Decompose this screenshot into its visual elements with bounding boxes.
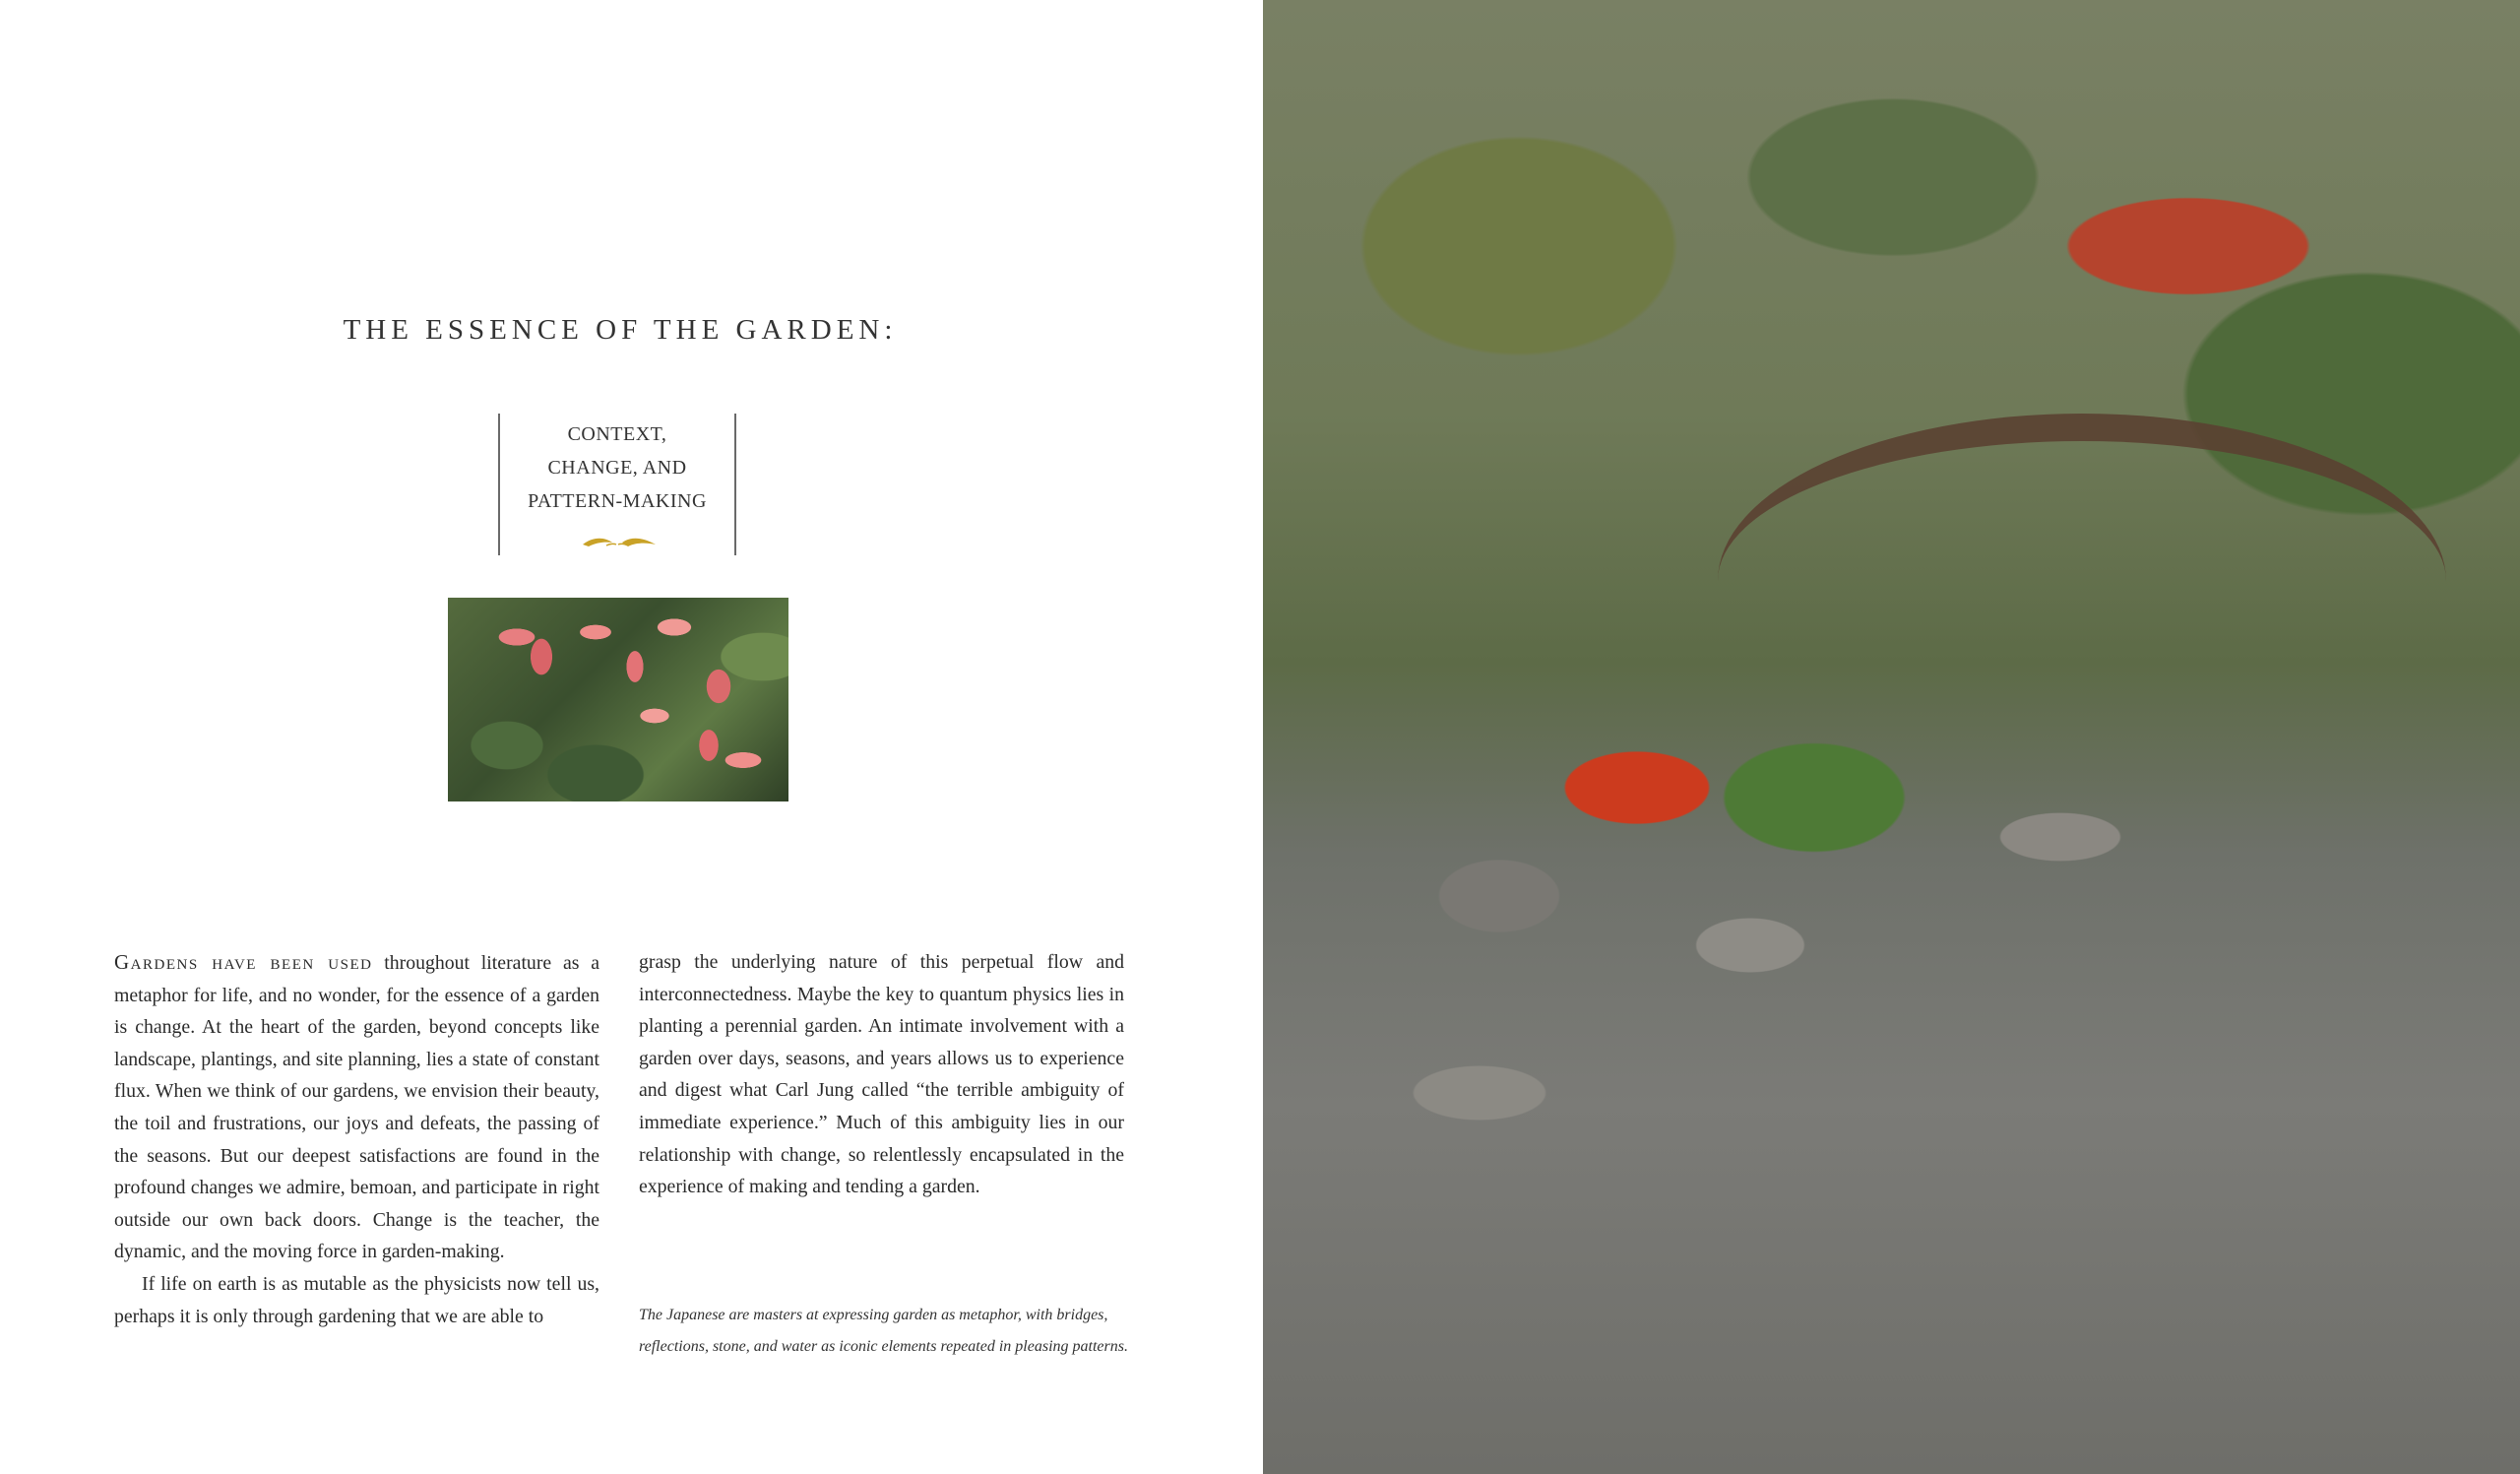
leaf-ornament-icon: [579, 536, 660, 549]
japanese-garden-photo: [1263, 0, 2520, 1474]
lead-in: Gardens have been used: [114, 950, 373, 974]
subtitle-box: [498, 414, 736, 555]
body-column-right: [639, 946, 1124, 1203]
clematis-flower-photo: [448, 598, 788, 801]
paragraph: If life on earth is as mutable as the physicists now tell us, perhaps it is only through gardening that we are able to: [114, 1272, 599, 1327]
subtitle-line: CHANGE, AND: [547, 457, 687, 479]
paragraph-text: throughout literature as a metaphor for life, and no wonder, for the essence of a garden is change. At the heart of the garden, beyond concepts like landscape, plantings, and site planning, lies a state of constant flux. When we think of our gardens, we envision their beauty, the toil and frustrations, our joys and defeats, the passing of the seasons. But our deepest satisfactions are found in the profound changes we admire, bemoan, and participate in right outside our own back doors. Change is the teacher, the dynamic, and the moving force in garden-making.: [114, 952, 599, 1263]
photo-caption: The Japanese are masters at expressing garden as metaphor, with bridges, reflections, stone, and water as iconic elements repeated in pleasing patterns.: [639, 1307, 1128, 1355]
chapter-title: THE ESSENCE OF THE GARDEN:: [343, 314, 898, 347]
paragraph: grasp the underlying nature of this perpetual flow and interconnectedness. Maybe the key to quantum physics lies in planting a perennial garden. An intimate involvement with a garden over days, seasons, and years allows us to experience and digest what Carl Jung called “the terrible ambiguity of immediate experience.” Much of this ambiguity lies in our relationship with change, so relentlessly encapsulated in the experience of making and tending a garden.: [639, 951, 1124, 1198]
body-column-left: [114, 946, 599, 1332]
subtitle-line: PATTERN-MAKING: [528, 490, 707, 512]
subtitle-line: CONTEXT,: [567, 423, 667, 445]
subtitle-lines: [500, 414, 734, 518]
paragraph: [114, 946, 599, 1268]
